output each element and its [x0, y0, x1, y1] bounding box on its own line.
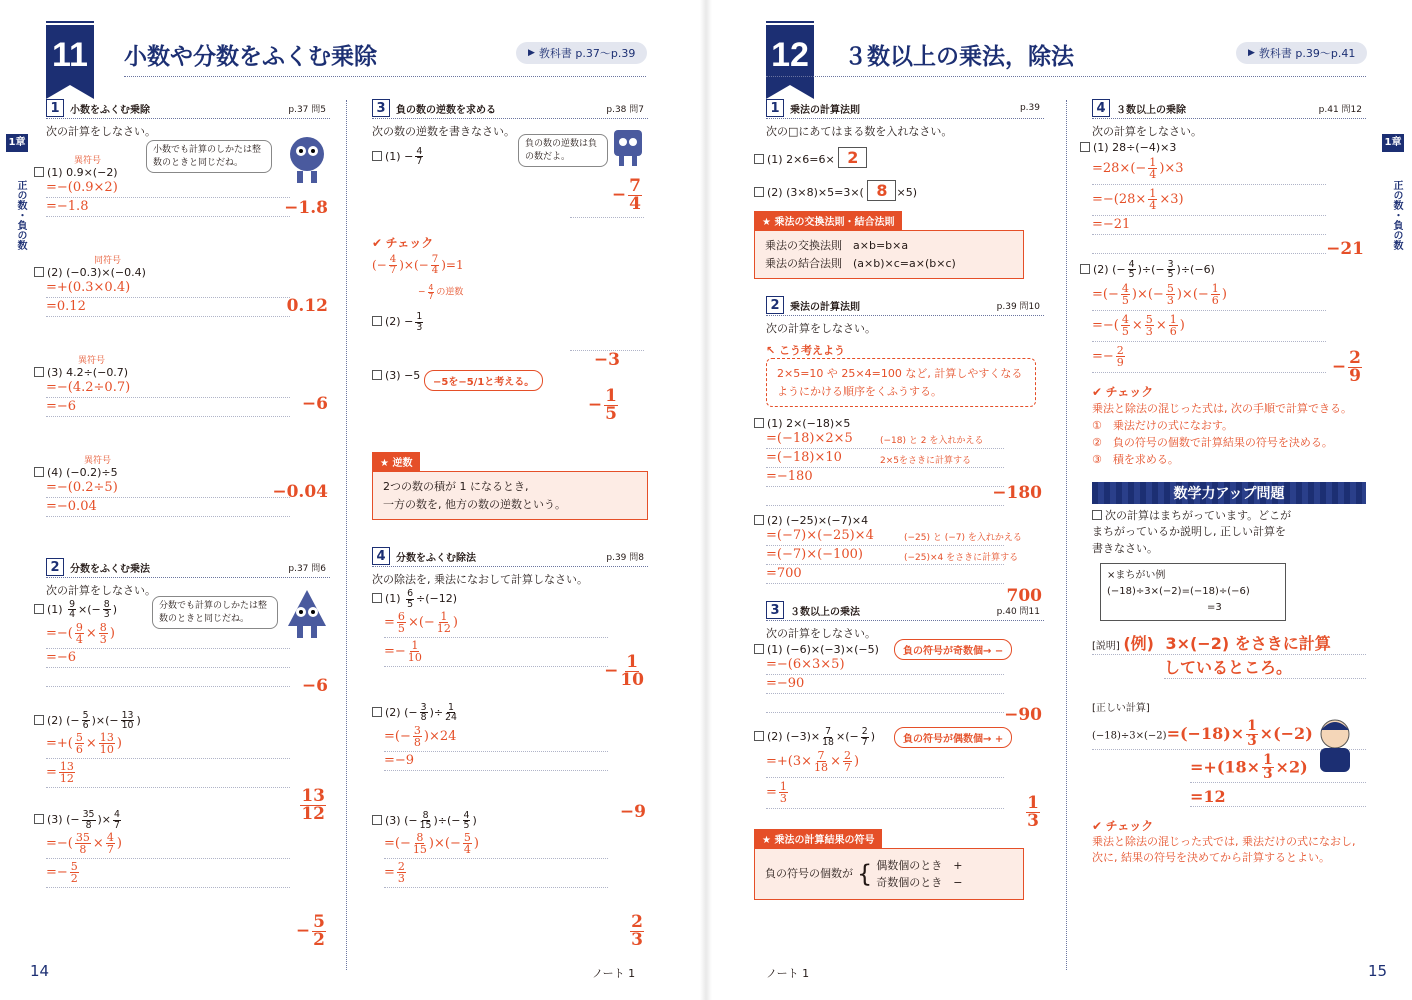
reciprocal-definition: ★ 逆数 2つの数の積が 1 になるとき, 一方の数を, 他方の数の逆数という。	[372, 452, 648, 520]
answer: − $\frac{7}{4}$	[611, 176, 641, 214]
answer: −21	[1326, 239, 1364, 259]
answer: −9	[619, 802, 646, 822]
title-divider	[766, 76, 1366, 77]
problem-3-1: (1) − $\frac{4}{7}$	[372, 147, 648, 167]
checkbox[interactable]	[754, 644, 764, 654]
answer: $\frac{1}{3}$	[1027, 793, 1039, 832]
checkbox[interactable]	[372, 815, 382, 825]
textbook-ref: ▶ 教科書 p.37〜p.39	[516, 42, 647, 64]
answer: $\frac{13}{12}$	[301, 786, 325, 824]
checkbox[interactable]	[372, 316, 382, 326]
problem-3-2: (2) − $\frac{1}{3}$	[372, 312, 648, 332]
problem-4-1: (1) 28÷(−4)×3 =28×(− $\frac{1}{4}$ )×3 =−(28× $\frac{1}{4}$ ×3) =−21 −21	[1080, 141, 1366, 254]
mascot-icon	[608, 126, 648, 172]
answer: $\frac{2}{3}$	[631, 912, 643, 950]
answer: −0.04	[272, 482, 328, 502]
checkbox[interactable]	[34, 814, 44, 824]
answer: −90	[1004, 705, 1042, 726]
section-1-header: 1 乗法の計算法則 p.39	[766, 98, 1044, 119]
mascot-icon	[282, 586, 332, 642]
problem-1-3: 異符号 (3) 4.2÷(−0.7) =−(4.2÷0.7) =−6 −6	[34, 353, 330, 417]
explanation-line: [説明] (例) 3×(−2) をさきに計算	[1092, 631, 1366, 655]
answer: −6	[301, 676, 328, 696]
correct-line-1: (−18)÷3×(−2)=(−18)× $\frac{1}{3}$ ×(−2)	[1092, 720, 1366, 749]
page-number: 15	[1368, 962, 1388, 980]
column-divider	[346, 100, 347, 970]
star-header: ★ 逆数	[372, 452, 420, 471]
problem-2-3: (3) (− $\frac{35}{8}$ )× $\frac{4}{7}$ =−( $\frac{35}{8}$ × $\frac{4}{7}$ ) =− $\frac{5}{2}$ − $\frac{5}{2}$	[34, 810, 330, 888]
right-page	[706, 0, 1412, 1000]
answer: −180	[992, 483, 1042, 504]
page-number: 14	[30, 962, 50, 980]
page-title: ３数以上の乗法，除法	[844, 44, 1074, 70]
student-icon	[1312, 714, 1358, 774]
checkbox[interactable]	[372, 151, 382, 161]
mascot-icon	[282, 132, 332, 188]
think-box: 2×5=10 や 25×4=100 など, 計算しやすくなるようにかける順序をくふうする。	[766, 358, 1036, 407]
section-3-header: 3 負の数の逆数を求める p.38 問7	[372, 98, 648, 119]
problem-1-2: (2) (3×8)×5=3×( 8 ×5)	[754, 180, 1044, 201]
answer: − $\frac{1}{10}$	[604, 652, 644, 690]
problem-4-1: (1) $\frac{6}{5}$ ÷(−12) = $\frac{6}{5}$ ×(− $\frac{1}{12}$ ) =− $\frac{1}{10}$ − $\frac{1}{10}$	[372, 589, 648, 667]
star-header: ★ 乗法の計算結果の符号	[754, 829, 882, 848]
textbook-ref: ▶ 教科書 p.39〜p.41	[1236, 42, 1367, 64]
chapter-tab: 1章	[1382, 134, 1404, 152]
checkbox[interactable]	[34, 367, 44, 377]
check-note: ✔ チェック (− $\frac{4}{7}$ )×(− $\frac{7}{4}$ )=1 − $\frac{4}{7}$ の逆数	[372, 235, 464, 301]
section-4-header: 4 分数をふくむ除法 p.39 問8	[372, 546, 648, 567]
answer: 0.12	[286, 296, 328, 316]
problem-3-2: (2) (−3)× $\frac{7}{18}$ ×(− $\frac{2}{7}$ ) 負の符号が偶数個→ + =+(3× $\frac{7}{18}$ × $\frac{2}{7}$ ) = $\frac{1}{3}$ $\frac{1}{3}$	[754, 727, 1044, 809]
answer: − $\frac{5}{2}$	[295, 912, 325, 950]
answer: −6	[301, 394, 328, 414]
checkbox[interactable]	[34, 267, 44, 277]
problem-1-4: 異符号 (4) (−0.2)÷5 =−(0.2÷5) =−0.04 −0.04	[34, 453, 330, 517]
right-column: 4 ３数以上の乗除 p.41 問12 次の計算をしなさい。 (1) 28÷(−4)×3 =28×(− $\frac{1}{4}$ )×3 =−(28× $\frac{1}{4}$ ×3) =−21 −21 (2) (− $\frac{4}{5}$ )÷(− $\frac{3}{5}$ )÷(−6) =(− $\frac{4}{5}$ )×(− $\frac{5}{3}$ )×(− $\frac{1}{6}$ ) =−( $\frac{4}{5}$ × $\frac{5}{3}$ × $\frac{1}{6}$ ) =− $\frac{2}{9}$ − $\frac{2}{9}$ ✔ チェック 乗法と除法の混じった式は, 次の手順で計算できる。 ① 乗法だけの式になおす。 ② 負の符号の個数で計算結果の符号を決める。 ③ 積を求める。 数学力アップ問題 次の計算はまちがっています。どこがまちがっているか説明し, 正しい計算を書きなさい。 ×まちがい例 (−18)÷3×(−2)=(−18)÷(−6) =3 [説明] (例) 3×(−2) をさきに計算 しているところ。 [正しい計算] (−18)÷3×(−2)=(−18)× $\frac{1}{3}$ ×(−2) =+(18× $\frac{1}{3}$ ×2) =12 ✔ チェック 乗法と除法の混じった式では, 乗法だけの式になおし, 次に, 結果の符号を決めてから計算するとよい。	[1080, 98, 1366, 867]
section-1-header: 1 小数をふくむ乗除 p.37 問5	[46, 98, 330, 119]
check-icon: ✔	[1092, 818, 1103, 833]
lesson-number: 11	[46, 25, 94, 85]
problem-2-1: (1) 2×(−18)×5 =(−18)×2×5 =(−18)×10 =−180 (−18) と 2 を入れかえる 2×5をさきに計算する −180	[754, 417, 1044, 506]
section-4-header: 4 ３数以上の乗除 p.41 問12	[1092, 98, 1366, 119]
answer-box: 8	[867, 180, 896, 201]
checkbox[interactable]	[754, 187, 764, 197]
section-3-header: 3 ３数以上の乗法 p.40 問11	[766, 600, 1044, 621]
chapter-side-label: 正の数・負の数	[1391, 180, 1402, 250]
triangle-icon: ▶	[1248, 48, 1255, 58]
problem-1-1: 異符号 (1) 0.9×(−2) =−(0.9×2) =−1.8 −1.8	[34, 153, 330, 217]
hint-bubble: 負の数の逆数は負の数だよ。	[518, 134, 608, 167]
sign-rule-box: ★ 乗法の計算結果の符号 負の符号の個数が { 偶数個のとき + 奇数個のとき −	[754, 829, 1044, 900]
column-divider	[1066, 100, 1067, 970]
checkbox[interactable]	[754, 731, 764, 741]
triangle-icon: ▶	[528, 48, 535, 58]
hint-tag: −5を−5/1と考える。	[424, 370, 543, 391]
hint-bubble: 小数でも計算のしかたは整数のときと同じだね。	[146, 140, 272, 173]
left-column: 1 乗法の計算法則 p.39 次の□にあてはまる数を入れなさい。 (1) 2×6=6× 2 (2) (3×8)×5=3×( 8 ×5) ★ 乗法の交換法則・結合法則 乗法の交換法則 a×b=b×a 乗法の結合法則 (a×b)×c=a×(b×c) 2 乗法の計算法則 p.39 問10 次の計算をしなさい。 ↖ こう考えよう 2×5=10 や 25×4=100 など, 計算しやすくなるようにかける順序をくふうする。 (1) 2×(−18)×5 =(−18)×2×5 =(−18)×10 =−180 (−18) と 2 を入れかえる 2×5をさきに計算する −180 (2) (−25)×(−7)×4 =(−7)×(−25)×4 =(−7)×(−100) =700 (−25) と (−7) を入れかえる (−25)×4 をさきに計算する 700 3 ３数以上の乗法 p.40 問11 次の計算をしなさい。 (1) (−6)×(−3)×(−5) 負の符号が奇数個→ − =−(6×3×5) =−90 −90 (2) (−3)× $\frac{7}{18}$ ×(− $\frac{2}{7}$ ) 負の符号が偶数個→ + =+(3× $\frac{7}{18}$ × $\frac{2}{7}$ ) = $\frac{1}{3}$ $\frac{1}{3}$ ★ 乗法の計算結果の符号 負の符号の個数が { 偶数個のとき + 奇数個のとき −	[754, 98, 1044, 900]
wrong-example-box: ×まちがい例 (−18)÷3×(−2)=(−18)÷(−6) =3	[1100, 563, 1286, 621]
laws-box: ★ 乗法の交換法則・結合法則 乗法の交換法則 a×b=b×a 乗法の結合法則 (a×b)×c=a×(b×c)	[754, 211, 1044, 279]
answer: − $\frac{2}{9}$	[1331, 348, 1361, 386]
problem-4-2: (2) (− $\frac{4}{5}$ )÷(− $\frac{3}{5}$ )÷(−6) =(− $\frac{4}{5}$ )×(− $\frac{5}{3}$ )×(− $\frac{1}{6}$ ) =−( $\frac{4}{5}$ × $\frac{5}{3}$ × $\frac{1}{6}$ ) =− $\frac{2}{9}$ − $\frac{2}{9}$	[1080, 260, 1366, 373]
problem-4-3: (3) (− $\frac{8}{15}$ )÷(− $\frac{4}{5}$ ) =(− $\frac{8}{15}$ )×(− $\frac{5}{4}$ ) = $\frac{2}{3}$ $\frac{2}{3}$	[372, 811, 648, 889]
checkbox[interactable]	[34, 604, 44, 614]
right-column: 3 負の数の逆数を求める p.38 問7 次の数の逆数を書きなさい。 負の数の逆数は負の数だよ。 (1) − $\frac{4}{7}$ − $\frac{7}{4}$ ✔ チェック (− $\frac{4}{7}$ )×(− $\frac{7}{4}$ )=1 − $\frac{4}{7}$ の逆数 (2) − $\frac{1}{3}$ −3 (3) −5 −5を−5/1と考える。 − $\frac{1}{5}$ ★ 逆数 2つの数の積が 1 になるとき, 一方の数を, 他方の数の逆数という。 4 分数をふくむ除法 p.39 問8 次の除法を, 乗法になおして計算しなさい。 (1) $\frac{6}{5}$ ÷(−12) = $\frac{6}{5}$ ×(− $\frac{1}{12}$ ) =− $\frac{1}{10}$ − $\frac{1}{10}$ (2) (− $\frac{3}{8}$ )÷ $\frac{1}{24}$ =(− $\frac{3}{8}$ )×24 =−9 −9 (3) (− $\frac{8}{15}$ )÷(− $\frac{4}{5}$ ) =(− $\frac{8}{15}$ )×(− $\frac{5}{4}$ ) = $\frac{2}{3}$ $\frac{2}{3}$	[372, 98, 648, 888]
chapter-side-label: 正の数・負の数	[15, 180, 26, 250]
problem-3-3: (3) −5	[372, 369, 648, 382]
answer: 700	[1006, 586, 1042, 607]
challenge-banner: 数学力アップ問題	[1092, 482, 1366, 504]
hint-tag: 負の符号が奇数個→ −	[894, 639, 1012, 660]
chapter-tab: 1章	[6, 134, 28, 152]
answer: − $\frac{1}{5}$	[587, 386, 617, 424]
problem-2-1: (1) $\frac{9}{4}$ ×(− $\frac{8}{3}$ ) =−( $\frac{9}{4}$ × $\frac{8}{3}$ ) =−6 −6	[34, 600, 330, 687]
check-box-2: ✔ チェック 乗法と除法の混じった式では, 乗法だけの式になおし, 次に, 結果の符号を決めてから計算するとよい。	[1092, 818, 1356, 865]
checkbox[interactable]	[1080, 264, 1090, 274]
problem-4-2: (2) (− $\frac{3}{8}$ )÷ $\frac{1}{24}$ =(− $\frac{3}{8}$ )×24 =−9 −9	[372, 703, 648, 771]
answer: −3	[593, 350, 620, 370]
lesson-number: 12	[766, 25, 814, 85]
checkbox[interactable]	[1092, 510, 1102, 520]
star-header: ★ 乗法の交換法則・結合法則	[754, 211, 902, 230]
left-column: 1 小数をふくむ乗除 p.37 問5 次の計算をしなさい。 小数でも計算のしかたは整数のときと同じだね。 異符号 (1) 0.9×(−2) =−(0.9×2) =−1.8 −1.8 同符号 (2) (−0.3)×(−0.4) =+(0.3×0.4) =0.12 0.12 異符号 (3) 4.2÷(−0.7) =−(4.2÷0.7) =−6 −6 異符号 (4) (−0.2)÷5 =−(0.2÷5) =−0.04 −0.04 2 分数をふくむ乗法 p.37 問6 次の計算をしなさい。 分数でも計算のしかたは整数のときと同じだね。 (1) $\frac{9}{4}$ ×(− $\frac{8}{3}$ ) =−( $\frac{9}{4}$ × $\frac{8}{3}$ ) =−6 −6 (2) (− $\frac{5}{6}$ )×(− $\frac{13}{10}$ ) =+( $\frac{5}{6}$ × $\frac{13}{10}$ ) = $\frac{13}{12}$ $\frac{13}{12}$ (3) (− $\frac{35}{8}$ )× $\frac{4}{7}$ =−( $\frac{35}{8}$ × $\frac{4}{7}$ ) =− $\frac{5}{2}$ − $\frac{5}{2}$	[34, 98, 330, 888]
checkbox[interactable]	[754, 154, 764, 164]
check-icon: ✔	[372, 235, 383, 250]
checkbox[interactable]	[754, 418, 764, 428]
check-box: ✔ チェック 乗法と除法の混じった式は, 次の手順で計算できる。 ① 乗法だけの式になおす。 ② 負の符号の個数で計算結果の符号を決める。 ③ 積を求める。	[1092, 384, 1352, 466]
problem-1-2: 同符号 (2) (−0.3)×(−0.4) =+(0.3×0.4) =0.12 0.12	[34, 253, 330, 317]
hint-bubble: 分数でも計算のしかたは整数のときと同じだね。	[152, 596, 278, 629]
checkbox[interactable]	[34, 167, 44, 177]
section-ref: p.37 問5	[288, 104, 326, 115]
section-2-header: 2 分数をふくむ乗法 p.37 問6	[46, 557, 330, 578]
problem-3-1: (1) (−6)×(−3)×(−5) 負の符号が奇数個→ − =−(6×3×5) =−90 −90	[754, 643, 1044, 713]
correct-line-2: =+(18× $\frac{1}{3}$ ×2)	[1190, 754, 1366, 783]
checkbox[interactable]	[34, 715, 44, 725]
check-icon: ✔	[1092, 384, 1103, 399]
checkbox[interactable]	[1080, 142, 1090, 152]
checkbox[interactable]	[754, 515, 764, 525]
problem-1-1: (1) 2×6=6× 2	[754, 147, 1044, 168]
checkbox[interactable]	[372, 593, 382, 603]
title-divider	[124, 76, 646, 77]
footer-note: ノート 1	[592, 967, 636, 980]
page-title: 小数や分数をふくむ乗除	[124, 44, 377, 70]
checkbox[interactable]	[372, 707, 382, 717]
problem-2-2: (2) (−25)×(−7)×4 =(−7)×(−25)×4 =(−7)×(−100) =700 (−25) と (−7) を入れかえる (−25)×4 をさきに計算する 700	[754, 514, 1044, 584]
problem-2-2: (2) (− $\frac{5}{6}$ )×(− $\frac{13}{10}$ ) =+( $\frac{5}{6}$ × $\frac{13}{10}$ ) = $\frac{13}{12}$ $\frac{13}{12}$	[34, 711, 330, 789]
hint-tag: 負の符号が偶数個→ +	[894, 727, 1012, 748]
checkbox[interactable]	[372, 370, 382, 380]
answer-box: 2	[838, 147, 867, 168]
checkbox[interactable]	[34, 467, 44, 477]
section-2-header: 2 乗法の計算法則 p.39 問10	[766, 295, 1044, 316]
footer-note: ノート 1	[766, 967, 810, 980]
answer: −1.8	[284, 198, 328, 218]
